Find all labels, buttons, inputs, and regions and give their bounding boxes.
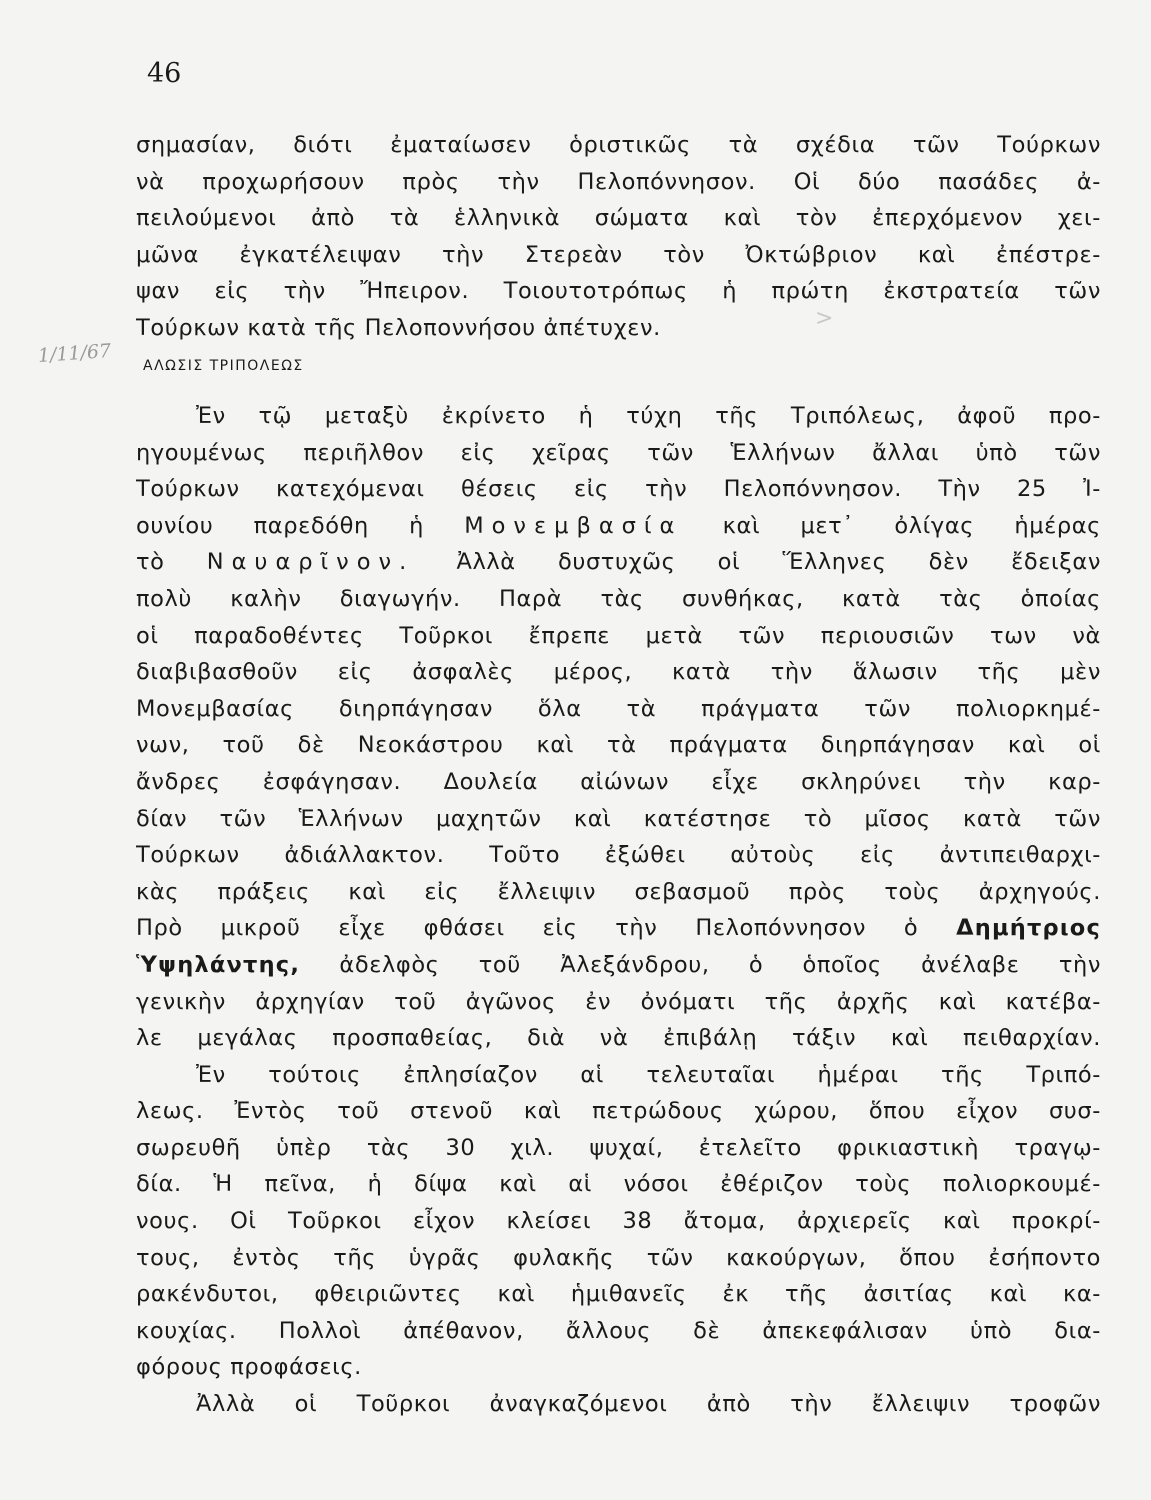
text-line: κουχίας. Πολλοὶ ἀπέθανον, ἄλλους δὲ ἀπεκεφάλισαν ὑπὸ δια-	[136, 1317, 1101, 1344]
text-line: Μονεμβασίας διηρπάγησαν ὅλα τὰ πράγματα τῶν πολιορκημέ-	[136, 695, 1101, 722]
text-line: διαβιβασθοῦν εἰς ἀσφαλὲς μέρος, κατὰ τὴν ἅλωσιν τῆς μὲν	[136, 659, 1101, 686]
spaced-name-monemvasia: Μονεμβασία	[464, 512, 683, 539]
text-line: ρακένδυτοι, φθειριῶντες καὶ ἡμιθανεῖς ἐκ τῆς ἀσιτίας καὶ κα-	[136, 1281, 1101, 1308]
text-line: λε μεγάλας προσπαθείας, διὰ νὰ ἐπιβάλῃ τάξιν καὶ πειθαρχίαν.	[136, 1025, 1101, 1052]
text-line: πολὺ καλὴν διαγωγήν. Παρὰ τὰς συνθήκας, κατὰ τὰς ὁποίας	[136, 585, 1101, 612]
text-line: Τούρκων ἀδιάλλακτον. Τοῦτο ἐξώθει αὐτοὺς εἰς ἀντιπειθαρχι-	[136, 842, 1101, 869]
text-line: γενικὴν ἀρχηγίαν τοῦ ἀγῶνος ἐν ὀνόματι τῆς ἀρχῆς καὶ κατέβα-	[136, 988, 1101, 1015]
text-line	[136, 947, 1101, 984]
text-line: Ἐν τούτοις ἐπλησίαζον αἱ τελευταῖαι ἡμέραι τῆς Τριπό-	[196, 1061, 1101, 1088]
text-line	[136, 508, 1101, 545]
text-segment: ἀδελφὸς τοῦ Ἀλεξάνδρου, ὁ ὁποῖος ἀνέλαβε τὴν	[300, 951, 1101, 978]
bold-name-dimitrios: Δημήτριος	[956, 915, 1101, 942]
text-line: σωρευθῆ ὑπὲρ τὰς 30 χιλ. ψυχαί, ἐτελεῖτο φρικιαστικὴ τραγῳ-	[136, 1134, 1101, 1161]
text-segment: τὸ	[136, 549, 207, 576]
text-line: μῶνα ἐγκατέλειψαν τὴν Στερεὰν τὸν Ὀκτώβριον καὶ ἐπέστρε-	[136, 241, 1101, 268]
text-line: τους, ἐντὸς τῆς ὑγρᾶς φυλακῆς τῶν κακούργων, ὅπου ἐσήποντο	[136, 1244, 1101, 1271]
text-line: δία. Ἡ πεῖνα, ἡ δίψα καὶ αἱ νόσοι ἐθέριζον τοὺς πολιορκουμέ-	[136, 1171, 1101, 1198]
text-line: οἱ παραδοθέντες Τοῦρκοι ἔπρεπε μετὰ τῶν περιουσιῶν των νὰ	[136, 622, 1101, 649]
text-line: Τούρκων κατὰ τῆς Πελοποννήσου ἀπέτυχεν.	[136, 314, 661, 341]
section-heading: ΑΛΩΣΙΣ ΤΡΙΠΟΛΕΩΣ	[143, 358, 304, 374]
text-segment: Πρὸ μικροῦ εἶχε φθάσει εἰς τὴν Πελοπόννησον ὁ	[136, 915, 957, 942]
text-line: νὰ προχωρήσουν πρὸς τὴν Πελοπόννησον. Οἱ δύο πασάδες ἀ-	[136, 168, 1101, 195]
text-segment: καὶ μετ᾽ ὀλίγας ἡμέρας	[682, 512, 1101, 539]
text-line: ἄνδρες ἐσφάγησαν. Δουλεία αἰώνων εἶχε σκληρύνει τὴν καρ-	[136, 768, 1101, 795]
text-segment: Ἀλλὰ δυστυχῶς οἱ Ἕλληνες δὲν ἔδειξαν	[414, 549, 1101, 576]
text-line	[136, 910, 1101, 947]
text-line: φόρους προφάσεις.	[136, 1354, 362, 1381]
spaced-name-navarino: Ναυαρῖνον.	[206, 549, 415, 576]
text-line: ηγουμένως περιῆλθον εἰς χεῖρας τῶν Ἑλλήνων ἄλλαι ὑπὸ τῶν	[136, 439, 1101, 466]
text-line: κὰς πράξεις καὶ εἰς ἔλλειψιν σεβασμοῦ πρὸς τοὺς ἀρχηγούς.	[136, 878, 1101, 905]
text-line: πειλούμενοι ἀπὸ τὰ ἑλληνικὰ σώματα καὶ τὸν ἐπερχόμενον χει-	[136, 205, 1101, 232]
text-line: δίαν τῶν Ἑλλήνων μαχητῶν καὶ κατέστησε τὸ μῖσος κατὰ τῶν	[136, 805, 1101, 832]
main-text	[136, 398, 1101, 1423]
text-line: Τούρκων κατεχόμεναι θέσεις εἰς τὴν Πελοπόννησον. Τὴν 25 Ἰ-	[136, 476, 1101, 503]
text-line: λεως. Ἐντὸς τοῦ στενοῦ καὶ πετρώδους χώρου, ὅπου εἶχον συσ-	[136, 1098, 1101, 1125]
text-line: νων, τοῦ δὲ Νεοκάστρου καὶ τὰ πράγματα διηρπάγησαν καὶ οἱ	[136, 732, 1101, 759]
bold-name-ypsilantis: Ὑψηλάντης,	[136, 951, 301, 978]
text-line: σημασίαν, διότι ἐματαίωσεν ὁριστικῶς τὰ σχέδια τῶν Τούρκων	[136, 132, 1101, 158]
paragraph-1	[136, 127, 1101, 347]
text-line: Ἀλλὰ οἱ Τοῦρκοι ἀναγκαζόμενοι ἀπὸ τὴν ἔλλειψιν τροφῶν	[196, 1391, 1101, 1418]
margin-note: 1/11/67	[37, 339, 112, 367]
pencil-mark: >	[815, 306, 834, 331]
text-segment: ουνίου παρεδόθη ἡ	[136, 512, 465, 539]
text-line: ψαν εἰς τὴν Ἤπειρον. Τοιουτοτρόπως ἡ πρώτη ἐκστρατεία τῶν	[136, 278, 1101, 305]
text-line	[136, 544, 1101, 581]
page-number: 46	[147, 58, 182, 89]
text-line: Ἐν τῷ μεταξὺ ἐκρίνετο ἡ τύχη τῆς Τριπόλεως, ἀφοῦ προ-	[196, 403, 1101, 429]
text-line: νους. Οἱ Τοῦρκοι εἶχον κλείσει 38 ἄτομα, ἀρχιερεῖς καὶ προκρί-	[136, 1208, 1101, 1235]
